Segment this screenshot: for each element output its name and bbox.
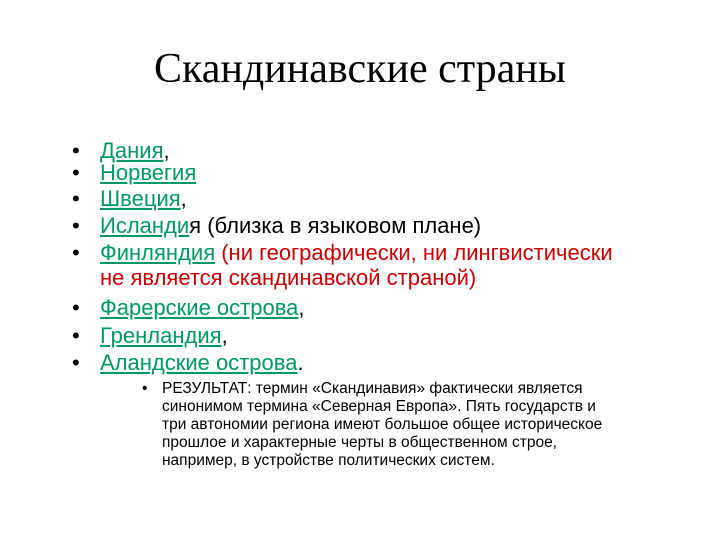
finland-note: (ни географически, ни лингвистически bbox=[215, 240, 613, 265]
item-suffix: я (близка в языковом плане) bbox=[189, 213, 482, 238]
result-line: прошлое и характерные черты в общественном строе, bbox=[162, 434, 557, 451]
bullet: • bbox=[72, 240, 80, 265]
item-suffix: , bbox=[163, 138, 170, 163]
item-suffix: , bbox=[180, 186, 187, 211]
result-line: синонимом термина «Северная Европа». Пять государств и bbox=[162, 398, 596, 415]
link-faroe-islands[interactable]: Фарерские острова bbox=[100, 295, 299, 320]
bullet: • bbox=[72, 186, 80, 211]
result-line: например, в устройстве политических систем. bbox=[162, 452, 495, 469]
link-greenland[interactable]: Гренландия bbox=[100, 323, 222, 348]
finland-note-line2: не является скандинавской страной) bbox=[100, 265, 477, 290]
result-line: РЕЗУЛЬТАТ: термин «Скандинавия» фактически является bbox=[162, 380, 583, 397]
item-suffix: , bbox=[221, 323, 228, 348]
sub-bullet: • bbox=[142, 380, 148, 397]
bullet: • bbox=[72, 350, 80, 375]
link-aland-islands[interactable]: Аландские острова bbox=[100, 350, 298, 375]
bullet: • bbox=[72, 295, 80, 320]
link-finland[interactable]: Финляндия bbox=[100, 240, 216, 265]
bullet: • bbox=[72, 160, 80, 185]
item-suffix: , bbox=[298, 295, 305, 320]
result-line: три автономии региона имеют большое общее историческое bbox=[162, 416, 603, 433]
bullet: • bbox=[72, 213, 80, 238]
slide-title: Скандинавские страны bbox=[154, 46, 566, 92]
link-norway[interactable]: Норвегия bbox=[100, 160, 197, 185]
item-suffix: . bbox=[297, 350, 304, 375]
link-denmark[interactable]: Дания bbox=[100, 138, 164, 163]
bullet: • bbox=[72, 138, 80, 163]
link-sweden[interactable]: Швеция bbox=[100, 186, 181, 211]
bullet: • bbox=[72, 323, 80, 348]
link-iceland[interactable]: Исланди bbox=[100, 213, 190, 238]
